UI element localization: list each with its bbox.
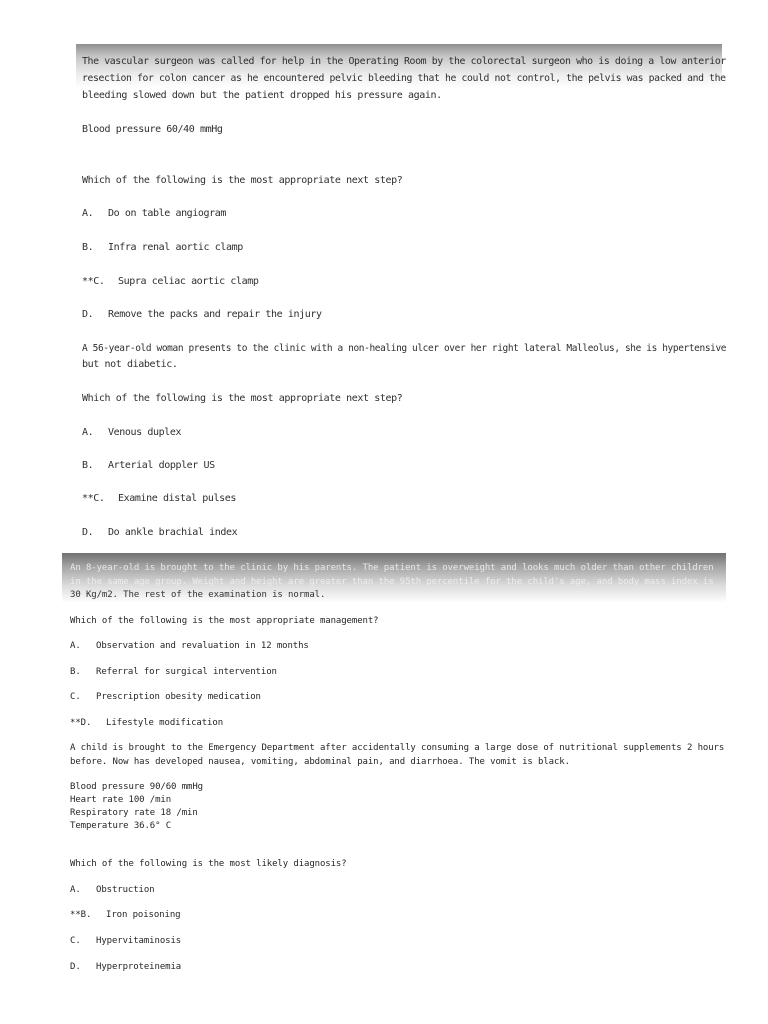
q4-vital-temp: Temperature 36.6° C (70, 821, 172, 831)
q4-option-a (70, 884, 155, 898)
option-text: Infra renal aortic clamp (108, 242, 243, 253)
option-letter: B. (82, 460, 94, 471)
option-letter: C. (70, 692, 81, 702)
q4-vital-rr: Respiratory rate 18 /min (70, 808, 198, 818)
q3-option-b (70, 666, 277, 680)
q1-option-c (82, 273, 259, 290)
q3-stem-line-2: in the same age group. Weight and height are greater than the 95th percentile for the child's age, and body mass index is (70, 577, 714, 587)
q2-option-b (82, 457, 215, 474)
option-letter: **C. (82, 493, 105, 504)
q4-vital-hr: Heart rate 100 /min (70, 795, 172, 805)
option-letter: A. (82, 427, 94, 438)
option-letter: D. (82, 309, 94, 320)
option-text: Lifestyle modification (106, 718, 224, 728)
option-letter: C. (70, 936, 81, 946)
q1-option-a (82, 205, 226, 222)
option-letter: D. (82, 527, 94, 538)
option-letter: B. (70, 667, 81, 677)
option-text: Do ankle brachial index (108, 527, 238, 538)
option-text: Iron poisoning (106, 910, 181, 920)
option-text: Arterial doppler US (108, 460, 215, 471)
q2-option-d (82, 524, 237, 541)
q4-question: Which of the following is the most likely diagnosis? (70, 859, 347, 869)
option-text: Referral for surgical intervention (96, 667, 277, 677)
q4-option-c (70, 935, 181, 949)
q2-option-a (82, 424, 181, 441)
q4-stem-line-2: before. Now has developed nausea, vomiting, abdominal pain, and diarrhoea. The vomit is black. (70, 757, 570, 767)
option-letter: B. (82, 242, 94, 253)
q4-stem-line-1: A child is brought to the Emergency Department after accidentally consuming a large dose of nutritional supplements 2 hours (70, 743, 725, 753)
q3-option-c (70, 691, 261, 705)
q1-stem-line-1: The vascular surgeon was called for help in the Operating Room by the colorectal surgeon who is doing a low anterior (82, 56, 726, 67)
q3-stem-line-3: 30 Kg/m2. The rest of the examination is normal. (70, 590, 326, 600)
q2-stem-line-1: A 56-year-old woman presents to the clinic with a non-healing ulcer over her right lateral Malleolus, she is hypertensive (82, 343, 727, 354)
option-text: Supra celiac aortic clamp (118, 276, 259, 287)
q2-question: Which of the following is the most appropriate next step? (82, 393, 403, 404)
option-text: Obstruction (96, 885, 155, 895)
option-letter: D. (70, 962, 81, 972)
q1-question: Which of the following is the most appropriate next step? (82, 175, 403, 186)
option-text: Hyperproteinemia (96, 962, 182, 972)
q1-option-d (82, 306, 322, 323)
option-text: Observation and revaluation in 12 months (96, 641, 309, 651)
q3-option-a (70, 640, 309, 654)
q3-option-d (70, 717, 223, 731)
option-text: Hypervitaminosis (96, 936, 182, 946)
q3-question: Which of the following is the most appropriate management? (70, 616, 379, 626)
option-text: Do on table angiogram (108, 208, 227, 219)
q4-option-d (70, 961, 181, 975)
q4-option-b (70, 909, 180, 923)
q2-option-c (82, 490, 236, 507)
option-letter: **D. (70, 718, 92, 728)
option-letter: A. (82, 208, 94, 219)
option-text: Venous duplex (108, 427, 182, 438)
option-letter: **B. (70, 910, 92, 920)
q2-stem-line-2: but not diabetic. (82, 359, 178, 370)
q1-vitals: Blood pressure 60/40 mmHg (82, 124, 223, 135)
option-letter: **C. (82, 276, 105, 287)
q4-vital-bp: Blood pressure 90/60 mmHg (70, 782, 203, 792)
option-text: Examine distal pulses (118, 493, 237, 504)
option-text: Remove the packs and repair the injury (108, 309, 322, 320)
q1-stem-line-3: bleeding slowed down but the patient dropped his pressure again. (82, 90, 442, 101)
option-text: Prescription obesity medication (96, 692, 261, 702)
q3-stem-line-1: An 8-year-old is brought to the clinic by his parents. The patient is overweight and looks much older than other children (70, 563, 714, 573)
q1-stem-line-2: resection for colon cancer as he encountered pelvic bleeding that he could not control, the pelvis was packed and the (82, 73, 726, 84)
q1-option-b (82, 239, 243, 256)
option-letter: A. (70, 641, 81, 651)
option-letter: A. (70, 885, 81, 895)
